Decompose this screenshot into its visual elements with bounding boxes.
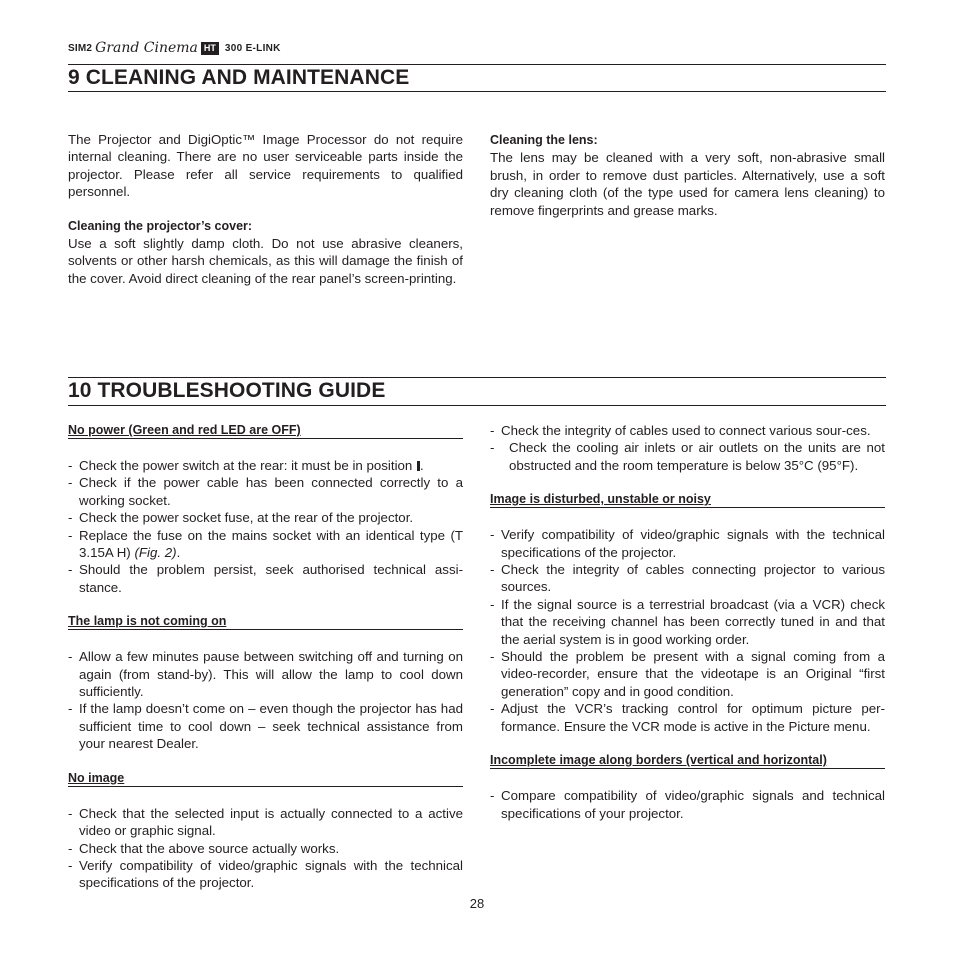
section10-right-column: [490, 422, 885, 822]
list-item: - Allow a few minutes pause between switching off and turning on again (from stand-by). This will allow the lamp to cool down sufficiently.: [68, 648, 463, 700]
brand-name: Grand Cinema: [95, 40, 198, 56]
list-item: - Check the power socket fuse, at the rear of the projector.: [68, 509, 463, 526]
section10-bottom-rule: [68, 405, 886, 406]
list-item: - Should the problem be present with a signal coming from a video-recorder, ensure that the videotape is an Original “first generation” copy and in good condition.: [490, 648, 885, 700]
section9-title: 9 CLEANING AND MAINTENANCE: [68, 66, 410, 89]
list-item: - If the lamp doesn’t come on – even though the projector has had sufficient time to cool down – seek technical assistance from your nearest Dealer.: [68, 700, 463, 752]
power-on-symbol-icon: [417, 461, 420, 471]
list-item: - If the signal source is a terrestrial broadcast (via a VCR) check that the receiving channel has been correctly tuned in and that the aerial system is in good working order.: [490, 596, 885, 648]
no-image-list: [68, 805, 463, 892]
section9-left-column: [68, 131, 463, 287]
lens-heading: Cleaning the lens:: [490, 133, 598, 147]
section9-bottom-rule: [68, 91, 886, 92]
list-item: - Check the cooling air inlets or air outlets on the units are not obstructed and the room temperature is below 35°C (95°F).: [490, 439, 885, 474]
section9-right-column: [490, 132, 885, 219]
page-number: 28: [469, 896, 485, 911]
list-item: - Check the integrity of cables used to connect various sour-ces.: [490, 422, 885, 439]
fig-reference: (Fig. 2): [134, 545, 177, 561]
list-item: - Should the problem persist, seek authorised technical assi-stance.: [68, 561, 463, 596]
list-item: - Check if the power cable has been connected correctly to a working socket.: [68, 474, 463, 509]
no-power-list: [68, 457, 463, 596]
list-item: - Check that the above source actually works.: [68, 840, 463, 857]
lamp-heading: The lamp is not coming on: [68, 613, 463, 630]
list-item: - Check the power switch at the rear: it must be in position .: [68, 457, 463, 474]
lens-text: The lens may be cleaned with a very soft, non-abrasive small brush, in order to remove dust particles. Alternatively, use a soft dry cleaning cloth (of the type used for camera lens cleaning) to remove fingerprints and grease marks.: [490, 150, 885, 218]
borders-heading: Incomplete image along borders (vertical and horizontal): [490, 752, 885, 769]
disturbed-list: [490, 526, 885, 735]
list-item: - Adjust the VCR’s tracking control for optimum picture per-formance. Ensure the VCR mode is active in the Picture menu.: [490, 700, 885, 735]
no-image-heading: No image: [68, 770, 463, 787]
list-item: - Compare compatibility of video/graphic signals and technical specifications of your projector.: [490, 787, 885, 822]
brand-badge: HT: [201, 42, 219, 55]
disturbed-heading: Image is disturbed, unstable or noisy: [490, 491, 885, 508]
brand-prefix: SIM2: [68, 42, 93, 54]
list-item: - Verify compatibility of video/graphic signals with the technical specifications of the projector.: [490, 526, 885, 561]
cover-text: Use a soft slightly damp cloth. Do not use abrasive cleaners, solvents or other harsh chemicals, as this will damage the finish of the cover. Avoid direct cleaning of the rear panel’s screen-printing.: [68, 236, 463, 286]
section9-intro: The Projector and DigiOptic™ Image Processor do not require internal cleaning. There are no user serviceable parts inside the projector. Please refer all service requirements to qualified personnel.: [68, 132, 463, 200]
brand-header: [68, 40, 281, 56]
list-item: - Replace the fuse on the mains socket with an identical type (T 3.15A H) (Fig. 2).: [68, 527, 463, 562]
brand-model: 300 E-LINK: [224, 42, 281, 54]
list-item: - Check the integrity of cables connecting projector to various sources.: [490, 561, 885, 596]
section10-title: 10 TROUBLESHOOTING GUIDE: [68, 379, 386, 402]
cables-list: [490, 422, 885, 474]
list-item: - Check that the selected input is actually connected to a active video or graphic signal.: [68, 805, 463, 840]
cover-heading: Cleaning the projector’s cover:: [68, 218, 253, 233]
lamp-list: [68, 648, 463, 752]
no-power-heading: No power (Green and red LED are OFF): [68, 422, 463, 439]
borders-list: [490, 787, 885, 822]
list-item: - Verify compatibility of video/graphic signals with the technical specifications of the projector.: [68, 857, 463, 892]
section10-left-column: [68, 422, 463, 892]
